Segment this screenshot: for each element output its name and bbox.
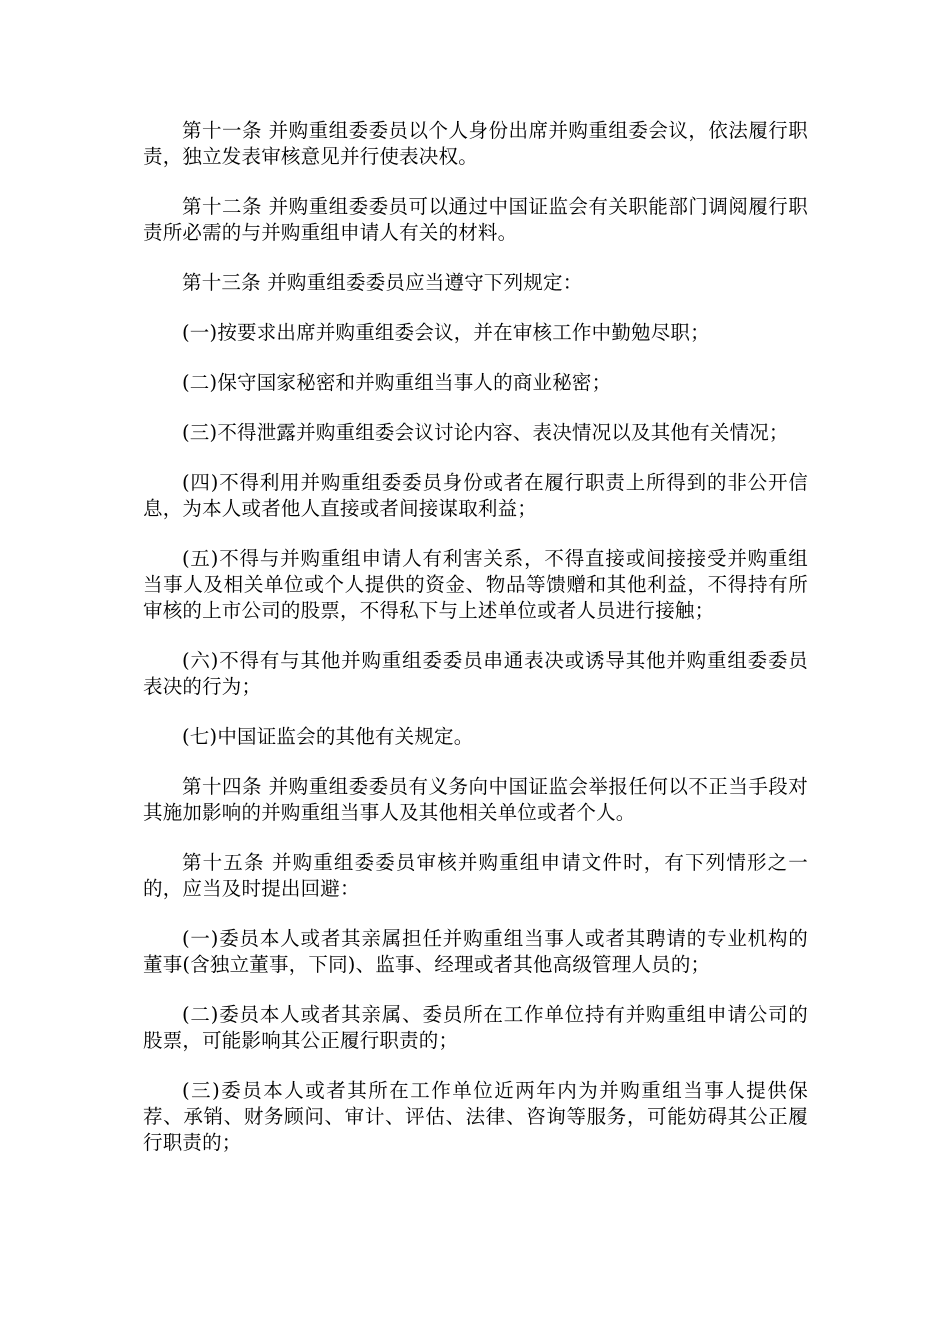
paragraph-article-13-item-6: (六)不得有与其他并购重组委委员串通表决或诱导其他并购重组委委员表决的行为； [143,649,808,698]
paragraph-article-12: 第十二条 并购重组委委员可以通过中国证监会有关职能部门调阅履行职责所必需的与并购重组申请人有关的材料。 [143,195,808,244]
paragraph-article-13-item-7: (七)中国证监会的其他有关规定。 [182,725,474,748]
paragraph-article-13-item-2: (二)保守国家秘密和并购重组当事人的商业秘密； [182,371,612,394]
paragraph-article-15: 第十五条 并购重组委委员审核并购重组申请文件时，有下列情形之一的，应当及时提出回避： [143,851,808,900]
paragraph-article-15-item-2: (二)委员本人或者其亲属、委员所在工作单位持有并购重组申请公司的股票，可能影响其公正履行职责的； [143,1003,808,1052]
document-body [143,118,808,1180]
paragraph-article-11: 第十一条 并购重组委委员以个人身份出席并购重组委会议，依法履行职责，独立发表审核意见并行使表决权。 [143,119,808,168]
paragraph-article-15-item-1: (一)委员本人或者其亲属担任并购重组当事人或者其聘请的专业机构的董事(含独立董事，下同)、监事、经理或者其他高级管理人员的； [143,927,808,976]
paragraph-article-13: 第十三条 并购重组委委员应当遵守下列规定： [182,271,583,294]
paragraph-article-15-item-3: (三)委员本人或者其所在工作单位近两年内为并购重组当事人提供保荐、承销、财务顾问、审计、评估、法律、咨询等服务，可能妨碍其公正履行职责的； [143,1079,808,1154]
paragraph-article-13-item-1: (一)按要求出席并购重组委会议，并在审核工作中勤勉尽职； [182,321,710,344]
paragraph-article-14: 第十四条 并购重组委委员有义务向中国证监会举报任何以不正当手段对其施加影响的并购重组当事人及其他相关单位或者个人。 [143,775,808,824]
paragraph-article-13-item-4: (四)不得利用并购重组委委员身份或者在履行职责上所得到的非公开信息，为本人或者他人直接或者间接谋取利益； [143,471,808,520]
paragraph-article-13-item-3: (三)不得泄露并购重组委会议讨论内容、表决情况以及其他有关情况； [182,421,789,444]
paragraph-article-13-item-5: (五)不得与并购重组申请人有利害关系，不得直接或间接接受并购重组当事人及相关单位或个人提供的资金、物品等馈赠和其他利益，不得持有所审核的上市公司的股票，不得私下与上述单位或者人员进行接触； [143,547,808,622]
